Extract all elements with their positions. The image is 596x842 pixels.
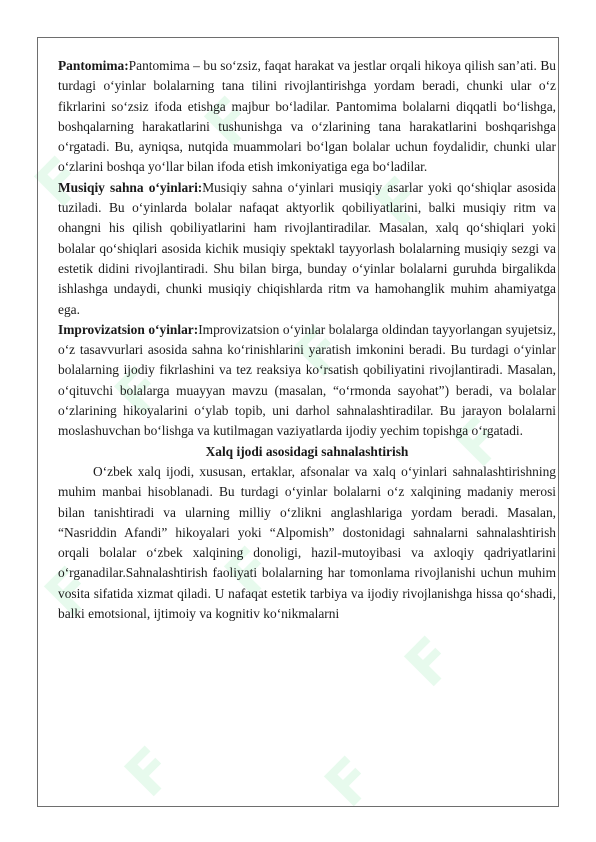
paragraph-pantomima <box>58 56 556 178</box>
watermark-mark: F <box>21 143 98 220</box>
watermark-mark: F <box>191 83 268 160</box>
watermark-mark: F <box>111 733 188 810</box>
watermark-mark: F <box>391 623 468 700</box>
section-heading: Xalq ijodi asosidagi sahnalashtirish <box>205 443 409 459</box>
document-body <box>58 56 556 624</box>
watermark-mark: F <box>31 553 108 630</box>
watermark-mark: F <box>441 403 518 480</box>
watermark-mark: F <box>311 743 388 820</box>
paragraph-musiqiy <box>58 178 556 320</box>
paragraph-lead: Pantomima: <box>58 58 129 73</box>
watermark-mark: F <box>281 313 358 390</box>
paragraph-lead: Improvizatsion o‘yinlar: <box>58 321 199 337</box>
paragraph-text: Pantomima – bu so‘zsiz, faqat harakat va jestlar orqali hikoya qilish san’ati. Bu turdagi o‘yinlar bolalarning tana tilini rivojlantirishga yordam beradi, chunki ular o‘z fikrlarini so‘zsiz ifoda etishga majbur bo‘ladilar. Pantomima bolalarni diqqatli bo‘lishga, boshqalarning harakatlarini tushunishga va o‘zlarining tana harakatlarini boshqarishga o‘rgatadi. Bu, ayniqsa, nutqida muammolari bo‘lgan bolalar uchun foydalidir, chunki ular o‘zlarini boshqa yo‘llar bilan ifoda etish imkoniyatiga ega bo‘ladilar. <box>58 58 556 175</box>
paragraph-text: Improvizatsion o‘yinlar bolalarga oldindan tayyorlangan syujetsiz, o‘z tasavvurlari asosida sahna ko‘rinishlarini yaratish imkonini beradi. Bu turdagi o‘yinlar bolalarning ijodiy fikrlashini va tez reaksiya ko‘rsatish qobiliyatini rivojlantiradi. Masalan, o‘qituvchi bolalarga muayyan mavzu (masalan, “o‘rmonda sayohat”) beradi, va bolalar o‘zlarining hikoyalarini o‘ylab topib, uni darhol sahnalashtiradilar. Bu jarayon bolalarni moslashuvchan bo‘lishga va kutilmagan vaziyatlarda ijodiy yechim topishga o‘rgatadi. <box>58 321 556 439</box>
paragraph-improvizatsion <box>58 320 556 442</box>
paragraph-text: Musiqiy sahna o‘yinlari musiqiy asarlar yoki qo‘shiqlar asosida tuziladi. Bu o‘yinlarda bolalar nafaqat aktyorlik qobiliyatlarini, balki musiqiy ritm va ohangni his qilish qobiliyatlarini ham rivojlantiradilar. Masalan, xalq qo‘shiqlari yoki bolalar qo‘shiqlari asosida kichik musiqiy spektakl tayyorlash bolalarning musiqiy sezgi va estetik didini rivojlantiradi. Shu bilan birga, bunday o‘yinlar bolalarni guruhda birgalikda ishlashga undaydi, chunki musiqiy chiqishlarda ritm va hamohanglik muhim ahamiyatga ega. <box>58 179 556 317</box>
watermark-mark: F <box>211 533 288 610</box>
section-paragraph: O‘zbek xalq ijodi, xususan, ertaklar, afsonalar va xalq o‘yinlari sahnalashtirishning muhim manbai hisoblanadi. Bu turdagi o‘yinlar bolalarni o‘z xalqining madaniy merosi bilan tanishtiradi va ularning milliy o‘zlikni anglashlariga yordam beradi. Masalan, “Nasriddin Afandi” hikoyalari yoki “Alpomish” dostonidagi sahnalarni sahnalashtirish orqali bolalar o‘zbek xalqining donoligi, hazil-mutoyibasi va axloqiy qadriyatlarini o‘rganadilar.Sahnalashtirish faoliyati bolalarning har tomonlama rivojlanishi uchun muhim vosita sifatida xizmat qiladi. U nafaqat estetik tarbiya va ijodiy rivojlanishga hissa qo‘shadi, balki emotsional, ijtimoiy va kognitiv ko‘nikmalarni <box>58 463 556 622</box>
paragraph-lead: Musiqiy sahna o‘yinlari: <box>58 179 203 195</box>
watermark-mark: F <box>101 353 178 430</box>
watermark-mark: F <box>361 163 438 240</box>
